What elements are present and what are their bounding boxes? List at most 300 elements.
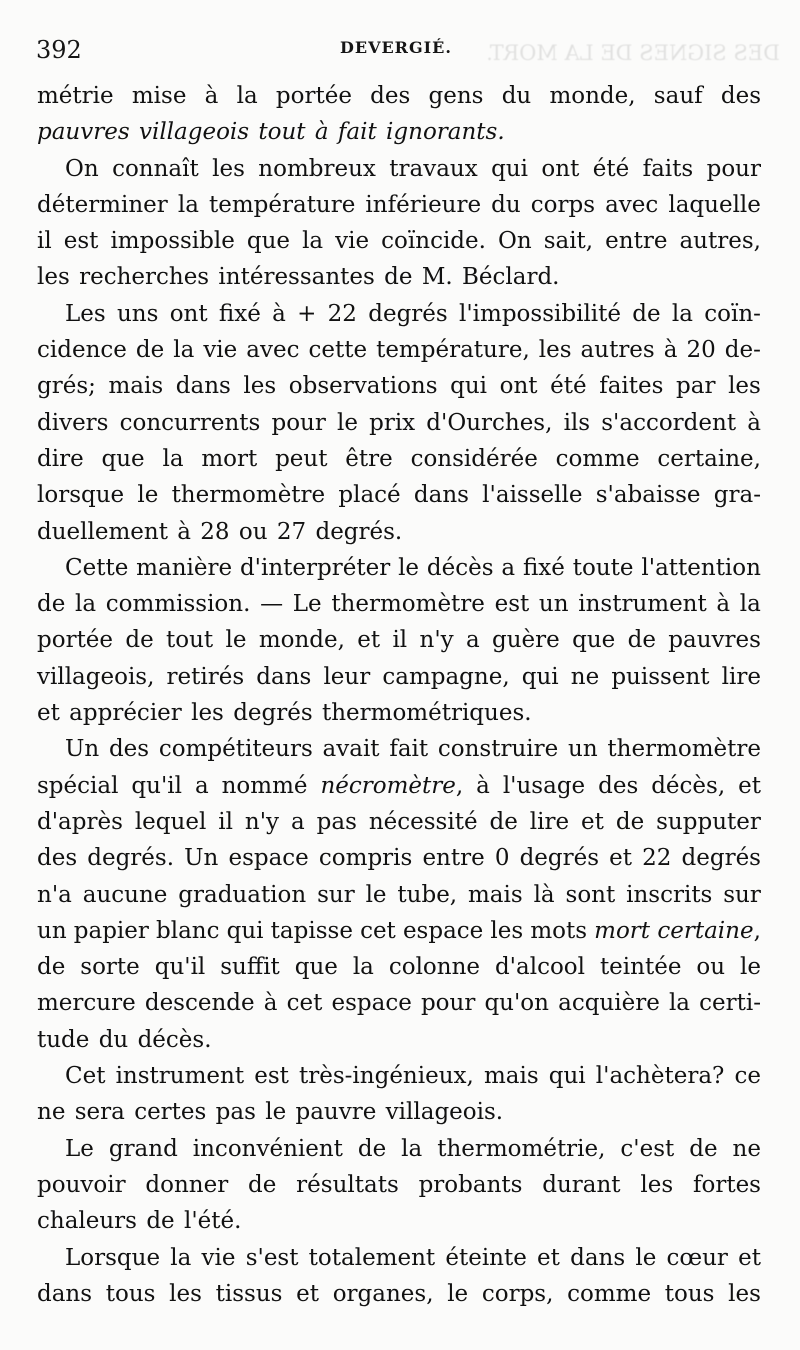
word: température, [376, 337, 530, 364]
page-header [36, 36, 760, 72]
text-line [37, 586, 761, 622]
text-line [37, 1131, 761, 1167]
word: Lorsque [65, 1244, 161, 1271]
word: degrés. [87, 845, 175, 872]
word: le [739, 954, 761, 981]
word: Les [65, 300, 106, 327]
word: le [225, 627, 247, 654]
word: avec [246, 337, 300, 364]
word: de- [724, 337, 761, 364]
text-line [37, 223, 761, 259]
word: d'après [37, 808, 123, 835]
word: sera [74, 1099, 125, 1126]
word: ne [37, 1099, 66, 1126]
text-line [37, 1022, 761, 1058]
word: de [248, 1171, 277, 1198]
word: thermométrie, [437, 1135, 606, 1162]
word: lire [721, 663, 761, 690]
text-line [37, 114, 761, 150]
word: est [254, 1063, 289, 1090]
word: le [265, 1099, 287, 1126]
text-line [37, 1276, 761, 1312]
word: et [357, 627, 381, 654]
word: Le [292, 591, 322, 618]
word: un [538, 591, 569, 618]
word: On [497, 228, 532, 255]
word: inconvénient [192, 1135, 343, 1162]
word: vie [201, 1244, 236, 1271]
word: à [177, 518, 191, 545]
word: les [728, 1280, 761, 1307]
word: la [302, 228, 324, 255]
word: est [63, 228, 99, 255]
text-line [37, 731, 761, 767]
word: mise [131, 83, 187, 109]
word: tout [258, 119, 306, 146]
word: totalement [308, 1244, 436, 1271]
word: papier [73, 917, 149, 944]
word: probants [418, 1171, 523, 1198]
word: des [108, 736, 150, 763]
word: à [204, 83, 219, 109]
word: de [125, 627, 154, 654]
word: lire [529, 808, 570, 835]
word: faits [642, 155, 694, 182]
word: lorsque [37, 482, 125, 509]
text-line [37, 840, 761, 876]
word: n'a [37, 881, 72, 908]
word: chaleurs [37, 1208, 137, 1235]
word: certes [134, 1099, 207, 1126]
word: monde, [549, 83, 636, 109]
word: duellement [37, 518, 168, 545]
word: tissus [215, 1280, 283, 1307]
text-line [37, 296, 761, 332]
word: Cette [65, 554, 129, 581]
word: la [668, 990, 691, 1017]
word: observations [288, 373, 438, 400]
word: thermométriques. [321, 700, 532, 727]
text-line [37, 441, 761, 477]
word: Un [65, 736, 100, 763]
word: corps, [481, 1280, 554, 1307]
word: ne [570, 663, 600, 690]
body-text [37, 78, 761, 1312]
text-line [37, 877, 761, 913]
word: thermomètre [331, 591, 485, 618]
word: compétiteurs [158, 736, 313, 763]
word: ou [238, 518, 268, 545]
word: coïn- [704, 300, 761, 327]
word: mort [201, 445, 258, 472]
word: comme [555, 445, 640, 472]
word: ont [499, 373, 538, 400]
text-line [37, 1094, 761, 1130]
running-title: DEVERGIÉ. [340, 38, 452, 57]
reverse-side-running-title: DES SIGNES DE LA MORT. [486, 41, 780, 65]
word: et [738, 772, 761, 799]
word: température [208, 191, 356, 218]
word: à [272, 300, 286, 327]
word: du [98, 1026, 129, 1053]
word: cet [360, 917, 396, 944]
word: fixé [218, 300, 261, 327]
word: qui [491, 155, 529, 182]
word: un [568, 736, 598, 763]
word: avait [322, 736, 380, 763]
word: — [260, 591, 284, 618]
word: qui [521, 663, 559, 690]
word: et [296, 1280, 319, 1307]
word: qu'il [154, 954, 206, 981]
word: de [37, 591, 66, 618]
word: de [384, 264, 413, 291]
word: 28 [200, 518, 230, 545]
text-line [37, 514, 761, 550]
word: mais [108, 373, 164, 400]
word: qui [450, 373, 488, 400]
word: l'attention [641, 554, 761, 581]
word: le [635, 1244, 657, 1271]
text-line [37, 768, 761, 804]
word: donner [145, 1171, 229, 1198]
word: acquière [558, 990, 660, 1017]
word: portée [275, 83, 352, 109]
word: nommé [221, 772, 308, 799]
word: le [365, 881, 387, 908]
word: cœur [666, 1244, 728, 1271]
word: entre [605, 228, 668, 255]
word: le [398, 554, 420, 581]
word: à [263, 990, 278, 1017]
word: les [243, 373, 277, 400]
word: construire [437, 736, 559, 763]
word: divers [37, 409, 109, 436]
word: teintée [599, 954, 682, 981]
word: le [447, 1280, 469, 1307]
word: de [37, 954, 66, 981]
word: de [357, 1135, 387, 1162]
word: de [632, 300, 661, 327]
word: vie [203, 337, 238, 364]
word: considérée [410, 445, 538, 472]
word: impossible [110, 228, 235, 255]
word: dire [37, 445, 84, 472]
text-line [37, 368, 761, 404]
word: décès [426, 554, 494, 581]
word: la [75, 591, 97, 618]
word: sur [723, 881, 761, 908]
word: ils [563, 409, 591, 436]
word: mots [530, 917, 588, 944]
text-line [37, 151, 761, 187]
word: la [236, 83, 258, 109]
text-line [37, 1203, 761, 1239]
word: a [465, 627, 480, 654]
word: avec [605, 191, 659, 218]
word: la [173, 337, 195, 364]
word: instrument [115, 1063, 245, 1090]
word: guère [492, 627, 560, 654]
word: décès, [651, 772, 726, 799]
word: la [177, 191, 199, 218]
word: l'impossibilité [458, 300, 622, 327]
word: métrie [37, 83, 114, 109]
word: suffit [220, 954, 280, 981]
word: par [676, 373, 716, 400]
word: tout [166, 627, 214, 654]
word: très-ingénieux, [299, 1063, 474, 1090]
word: aucune [82, 881, 168, 908]
word: de [489, 808, 518, 835]
word: la [162, 445, 184, 472]
word: été [550, 373, 587, 400]
word: dans [570, 1244, 626, 1271]
word: d'alcool [494, 954, 585, 981]
text-line [37, 187, 761, 223]
word: ont [541, 155, 580, 182]
word: M. [421, 264, 453, 291]
word: fixé [522, 554, 565, 581]
word: de [135, 337, 165, 364]
word: faites [599, 373, 664, 400]
word: campagne, [382, 663, 510, 690]
word: que [572, 627, 616, 654]
word: les [212, 155, 245, 182]
word: a [501, 554, 516, 581]
word: gra- [713, 482, 761, 509]
word: fait [337, 119, 377, 146]
word: lequel [134, 808, 207, 835]
word: n'y [419, 627, 454, 654]
word: intéressantes [218, 264, 375, 291]
word: des [370, 83, 411, 109]
text-line [37, 804, 761, 840]
word: inférieure [365, 191, 482, 218]
word: la [352, 954, 374, 981]
word: 22 [642, 845, 672, 872]
word: d'interpréter [239, 554, 391, 581]
word: grand [108, 1135, 178, 1162]
word: la [401, 1135, 423, 1162]
word: descende [144, 990, 255, 1017]
word: ne [732, 1135, 761, 1162]
word: degrés [233, 700, 313, 727]
word: sur [317, 881, 355, 908]
word: s'abaisse [595, 482, 701, 509]
word: mort certaine, [594, 917, 761, 944]
word: On [65, 155, 99, 182]
word: compris [318, 845, 413, 872]
word: les [169, 1280, 202, 1307]
word: qu'il [131, 772, 182, 799]
word: s'est [245, 1244, 299, 1271]
word: + [297, 300, 317, 327]
word: pauvre [295, 1099, 377, 1126]
word: sont [565, 881, 616, 908]
word: décès. [137, 1026, 212, 1053]
word: degrés [368, 300, 448, 327]
word: il [392, 627, 408, 654]
word: dans [256, 663, 312, 690]
word: les [640, 1171, 674, 1198]
word: être [345, 445, 393, 472]
word: qu'on [484, 990, 549, 1017]
word: s'accordent [601, 409, 737, 436]
word: uns [116, 300, 159, 327]
word: espace [402, 917, 484, 944]
word: pauvres [37, 119, 130, 146]
text-line [37, 913, 761, 949]
word: la [170, 1244, 192, 1271]
word: nombreux [258, 155, 376, 182]
word: graduation [178, 881, 307, 908]
word: mais [468, 881, 523, 908]
word: il [218, 808, 233, 835]
text-line [37, 1240, 761, 1276]
word: un [37, 917, 67, 944]
word: là [533, 881, 555, 908]
word: pour [271, 409, 326, 436]
word: à [476, 772, 490, 799]
word: du [501, 83, 532, 109]
word: 22 [327, 300, 357, 327]
word: thermomètre [171, 482, 326, 509]
word: travaux [389, 155, 478, 182]
word: pouvoir [37, 1171, 126, 1198]
word: que [246, 228, 291, 255]
word: que [101, 445, 145, 472]
word: cidence [37, 337, 127, 364]
text-line [37, 985, 761, 1021]
text-line [37, 1058, 761, 1094]
text-line [37, 259, 761, 295]
word: résultats [296, 1171, 399, 1198]
word: l'usage [502, 772, 586, 799]
word: Béclard. [462, 264, 560, 291]
word: de [627, 627, 656, 654]
word: du [491, 191, 521, 218]
word: à [716, 591, 731, 618]
word: gens [428, 83, 484, 109]
word: connaît [112, 155, 199, 182]
word: cet [286, 990, 323, 1017]
word: il [37, 228, 52, 255]
word: les [490, 917, 524, 944]
word: sait, [543, 228, 594, 255]
word: de [615, 808, 645, 835]
text-line [37, 477, 761, 513]
word: mercure [37, 990, 136, 1017]
text-line [37, 695, 761, 731]
word: des [598, 772, 639, 799]
word: villageois, [37, 663, 155, 690]
word: de [146, 1208, 175, 1235]
word: laquelle [668, 191, 761, 218]
word: 20 [686, 337, 716, 364]
word: le [137, 482, 159, 509]
word: toute [572, 554, 634, 581]
word: l'été. [183, 1208, 242, 1235]
word: et [537, 1244, 560, 1271]
word: cette [308, 337, 368, 364]
word: tude [37, 1026, 90, 1053]
word: qui [226, 917, 264, 944]
word: pas [316, 808, 357, 835]
word: et [37, 700, 60, 727]
text-line [37, 405, 761, 441]
word: tapisse [270, 917, 353, 944]
page-number: 392 [36, 36, 82, 64]
word: espace [228, 845, 309, 872]
word: été [592, 155, 630, 182]
word: villageois [138, 119, 250, 146]
word: des [37, 845, 78, 872]
word: de [689, 1135, 718, 1162]
word: 0 [494, 845, 510, 872]
word: manière [136, 554, 233, 581]
word: dans [175, 373, 231, 400]
word: nécessité [368, 808, 478, 835]
word: comme [567, 1280, 652, 1307]
word: les [538, 337, 572, 364]
word: a [194, 772, 209, 799]
word: prix [369, 409, 416, 436]
word: le [337, 409, 358, 436]
text-line [37, 622, 761, 658]
word: l'aisselle [482, 482, 583, 509]
word: tube, [397, 881, 458, 908]
word: Cet [65, 1063, 106, 1090]
word: concurrents [119, 409, 261, 436]
word: pas [215, 1099, 256, 1126]
word: fait [389, 736, 429, 763]
word: monde, [258, 627, 345, 654]
word: l'achètera? [595, 1063, 725, 1090]
word: vie [335, 228, 370, 255]
word: recherches [79, 264, 210, 291]
word: pour [706, 155, 761, 182]
word: et [581, 808, 604, 835]
word: commission. [105, 591, 251, 618]
word: que [294, 954, 338, 981]
word: est [494, 591, 530, 618]
word: sorte [80, 954, 140, 981]
word: degrés. [315, 518, 403, 545]
word: blanc [156, 917, 220, 944]
word: thermomètre [607, 736, 761, 763]
word: tous [105, 1280, 156, 1307]
word: autres [580, 337, 655, 364]
word: à [314, 119, 329, 146]
word: espace [331, 990, 412, 1017]
word: supputer [656, 808, 761, 835]
word: qui [548, 1063, 586, 1090]
word: n'y [244, 808, 280, 835]
word: les [728, 373, 761, 400]
text-line [37, 659, 761, 695]
word: portée [37, 627, 114, 654]
word: leur [323, 663, 371, 690]
word: tous [664, 1280, 715, 1307]
word: nécromètre, [320, 772, 464, 799]
word: corps [530, 191, 596, 218]
word: instrument [578, 591, 707, 618]
word: ont [169, 300, 208, 327]
text-line [37, 949, 761, 985]
word: d'Ourches, [426, 409, 553, 436]
word: autres, [679, 228, 761, 255]
